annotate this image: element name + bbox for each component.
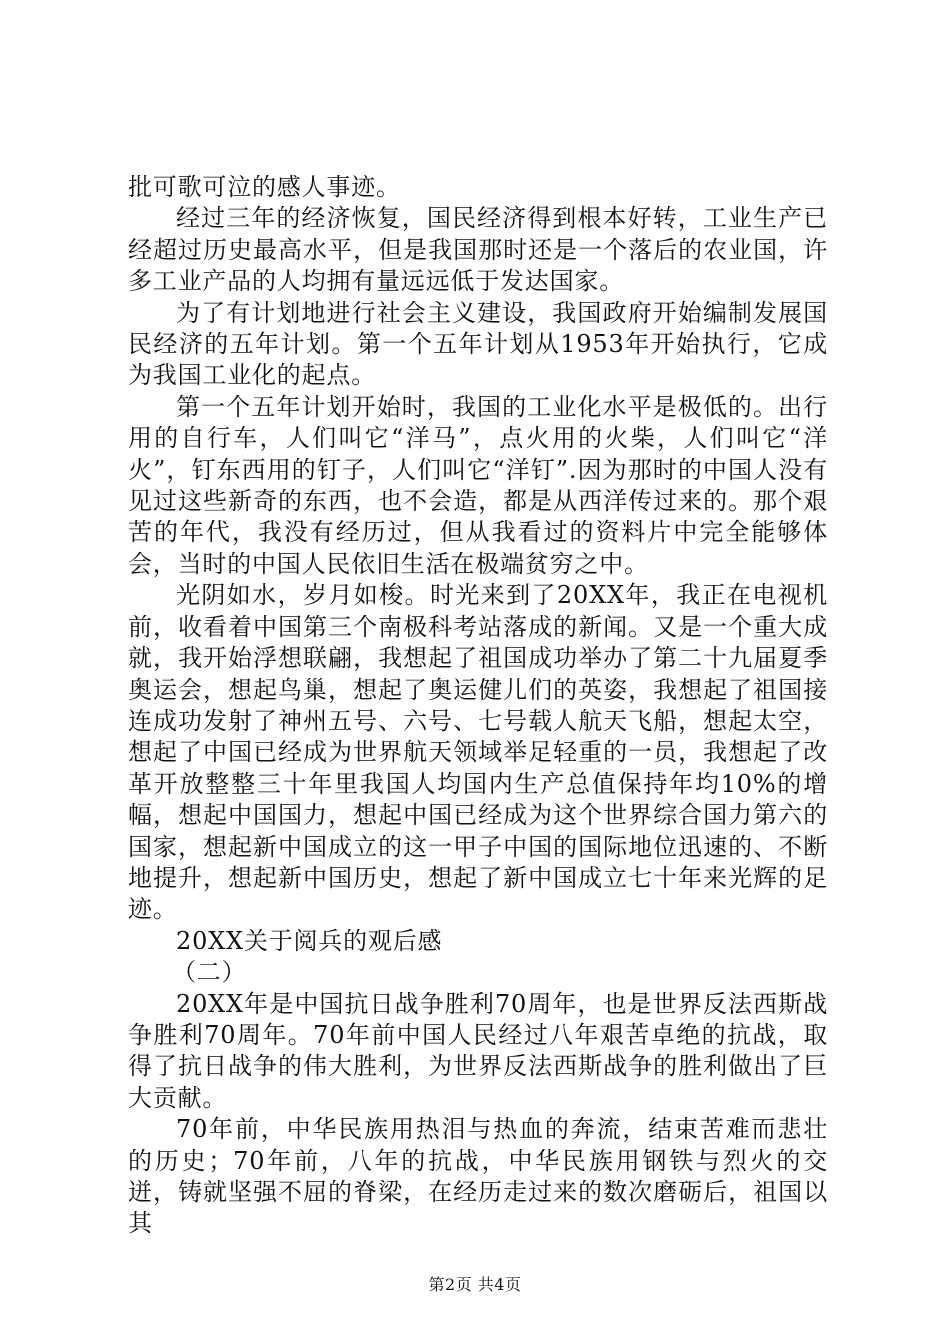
document-body xyxy=(128,172,828,1240)
paragraph-anniversary: 20XX年是中国抗日战争胜利70周年，也是世界反法西斯战争胜利70周年。70年前中国人民经过八年艰苦卓绝的抗战，取得了抗日战争的伟大胜利，为世界反法西斯战争的胜利做出了巨大贡献。 xyxy=(128,989,828,1112)
paragraph-five-year-plan: 为了有计划地进行社会主义建设，我国政府开始编制发展国民经济的五年计划。第一个五年计划从1953年开始执行，它成为我国工业化的起点。 xyxy=(128,298,828,390)
paragraph-industrialization-level: 第一个五年计划开始时，我国的工业化水平是极低的。出行用的自行车，人们叫它“洋马”，点火用的火柴，人们叫它“洋火”，钉东西用的钉子，人们叫它“洋钉”.因为那时的中国人没有见过这些新奇的东西，也不会造，都是从西洋传过来的。那个艰苦的年代，我没有经历过，但从我看过的资料片中完全能够体会，当时的中国人民依旧生活在极端贫穷之中。 xyxy=(128,392,828,578)
paragraph-achievements: 光阴如水，岁月如梭。时光来到了20XX年，我正在电视机前，收看着中国第三个南极科考站落成的新闻。又是一个重大成就，我开始浮想联翩，我想起了祖国成功举办了第二十九届夏季奥运会，想起鸟巢，想起了奥运健儿们的英姿，我想起了祖国接连成功发射了神州五号、六号、七号载人航天飞船，想起太空，想起了中国已经成为世界航天领域举足轻重的一员，我想起了改革开放整整三十年里我国人均国内生产总值保持年均10%的增幅，想起中国国力，想起中国已经成为这个世界综合国力第六的国家，想起新中国成立的这一甲子中国的国际地位迅速的、不断地提升，想起新中国历史，想起了新中国成立七十年来光辉的足迹。 xyxy=(128,581,828,924)
paragraph-history: 70年前，中华民族用热泪与热血的奔流，结束苦难而悲壮的历史；70年前，八年的抗战，中华民族用钢铁与烈火的交迸，铸就坚强不屈的脊梁，在经历走过来的数次磨砺后，祖国以其 xyxy=(128,1115,828,1238)
paragraph-economic-recovery: 经过三年的经济恢复，国民经济得到根本好转，工业生产已经超过历史最高水平，但是我国那时还是一个落后的农业国，许多工业产品的人均拥有量远远低于发达国家。 xyxy=(128,204,828,296)
page-footer: 第2页 共4页 xyxy=(428,1275,522,1294)
section-number: （二） xyxy=(172,958,247,987)
paragraph-continuation: 批可歌可泣的感人事迹。 xyxy=(128,173,401,201)
section-title: 20XX关于阅兵的观后感 xyxy=(176,926,443,955)
